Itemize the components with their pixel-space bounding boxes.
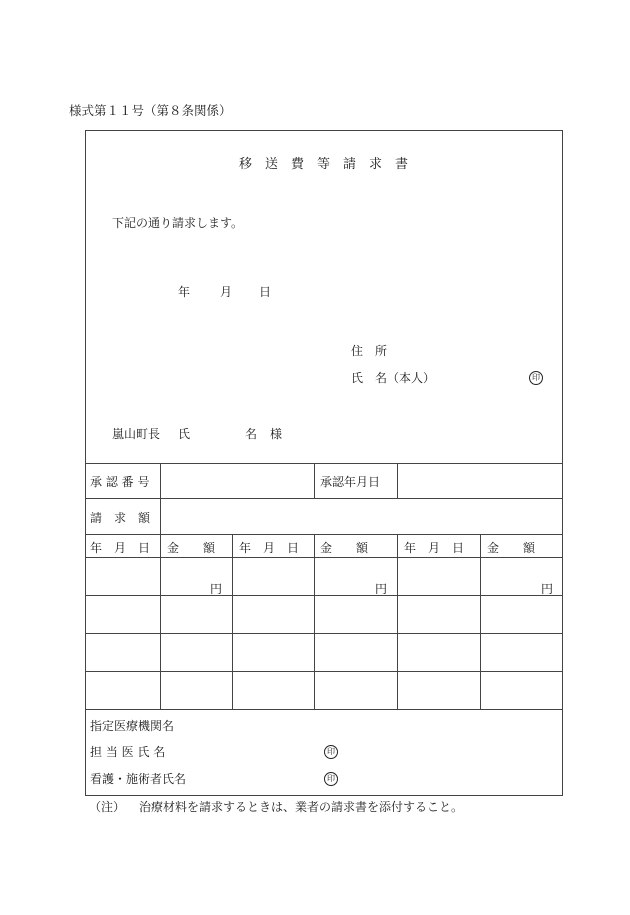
row-divider: [85, 463, 563, 464]
date-header: 年 月 日: [90, 541, 151, 555]
row-divider: [85, 709, 563, 710]
addressee-shi: 氏: [178, 427, 191, 441]
date-month[interactable]: 月: [220, 285, 233, 299]
nurse-seal-icon: 印: [324, 772, 338, 786]
date-header: 年 月 日: [239, 541, 300, 555]
row-divider: [85, 671, 563, 672]
row-divider: [85, 595, 563, 596]
form-number: 様式第１１号（第８条関係）: [69, 103, 232, 118]
form-title: 移 送 費 等 請 求 書: [239, 157, 409, 172]
row-divider: [85, 557, 563, 558]
addressee-prefix: 嵐山町長: [112, 427, 161, 441]
approval-number-label: 承 認 番 号: [90, 475, 150, 489]
address-label: 住 所: [351, 344, 388, 358]
amount-header: 金 額: [320, 541, 369, 555]
nurse-label: 看護・施術者氏名: [90, 772, 187, 786]
row-divider: [85, 534, 563, 535]
yen-unit: 円: [210, 582, 223, 596]
addressee-mei: 名: [245, 427, 258, 441]
yen-unit: 円: [541, 582, 554, 596]
intro-text: 下記の通り請求します。: [112, 216, 244, 230]
col-divider: [397, 463, 398, 498]
date-header: 年 月 日: [404, 541, 465, 555]
note-label: （注）: [89, 800, 126, 814]
col-divider: [397, 534, 398, 709]
institution-label: 指定医療機関名: [90, 719, 175, 733]
col-divider: [314, 534, 315, 709]
addressee-sama: 様: [270, 427, 283, 441]
amount-label: 請 求 額: [90, 511, 151, 525]
col-divider: [232, 534, 233, 709]
row-divider: [85, 498, 563, 499]
note-text: 治療材料を請求するときは、業者の請求書を添付すること。: [139, 800, 464, 814]
row-divider: [85, 633, 563, 634]
approval-date-label: 承認年月日: [320, 475, 381, 489]
yen-unit: 円: [375, 582, 388, 596]
applicant-seal-icon: 印: [529, 371, 543, 385]
col-divider: [160, 534, 161, 709]
date-day[interactable]: 日: [259, 285, 272, 299]
name-label: 氏 名（本人）: [351, 371, 436, 385]
doctor-seal-icon: 印: [324, 745, 338, 759]
amount-header: 金 額: [167, 541, 216, 555]
col-divider: [314, 463, 315, 498]
date-year[interactable]: 年: [178, 285, 191, 299]
doctor-label: 担 当 医 氏 名: [90, 745, 166, 759]
col-divider: [480, 534, 481, 709]
col-divider: [160, 463, 161, 534]
amount-header: 金 額: [487, 541, 536, 555]
